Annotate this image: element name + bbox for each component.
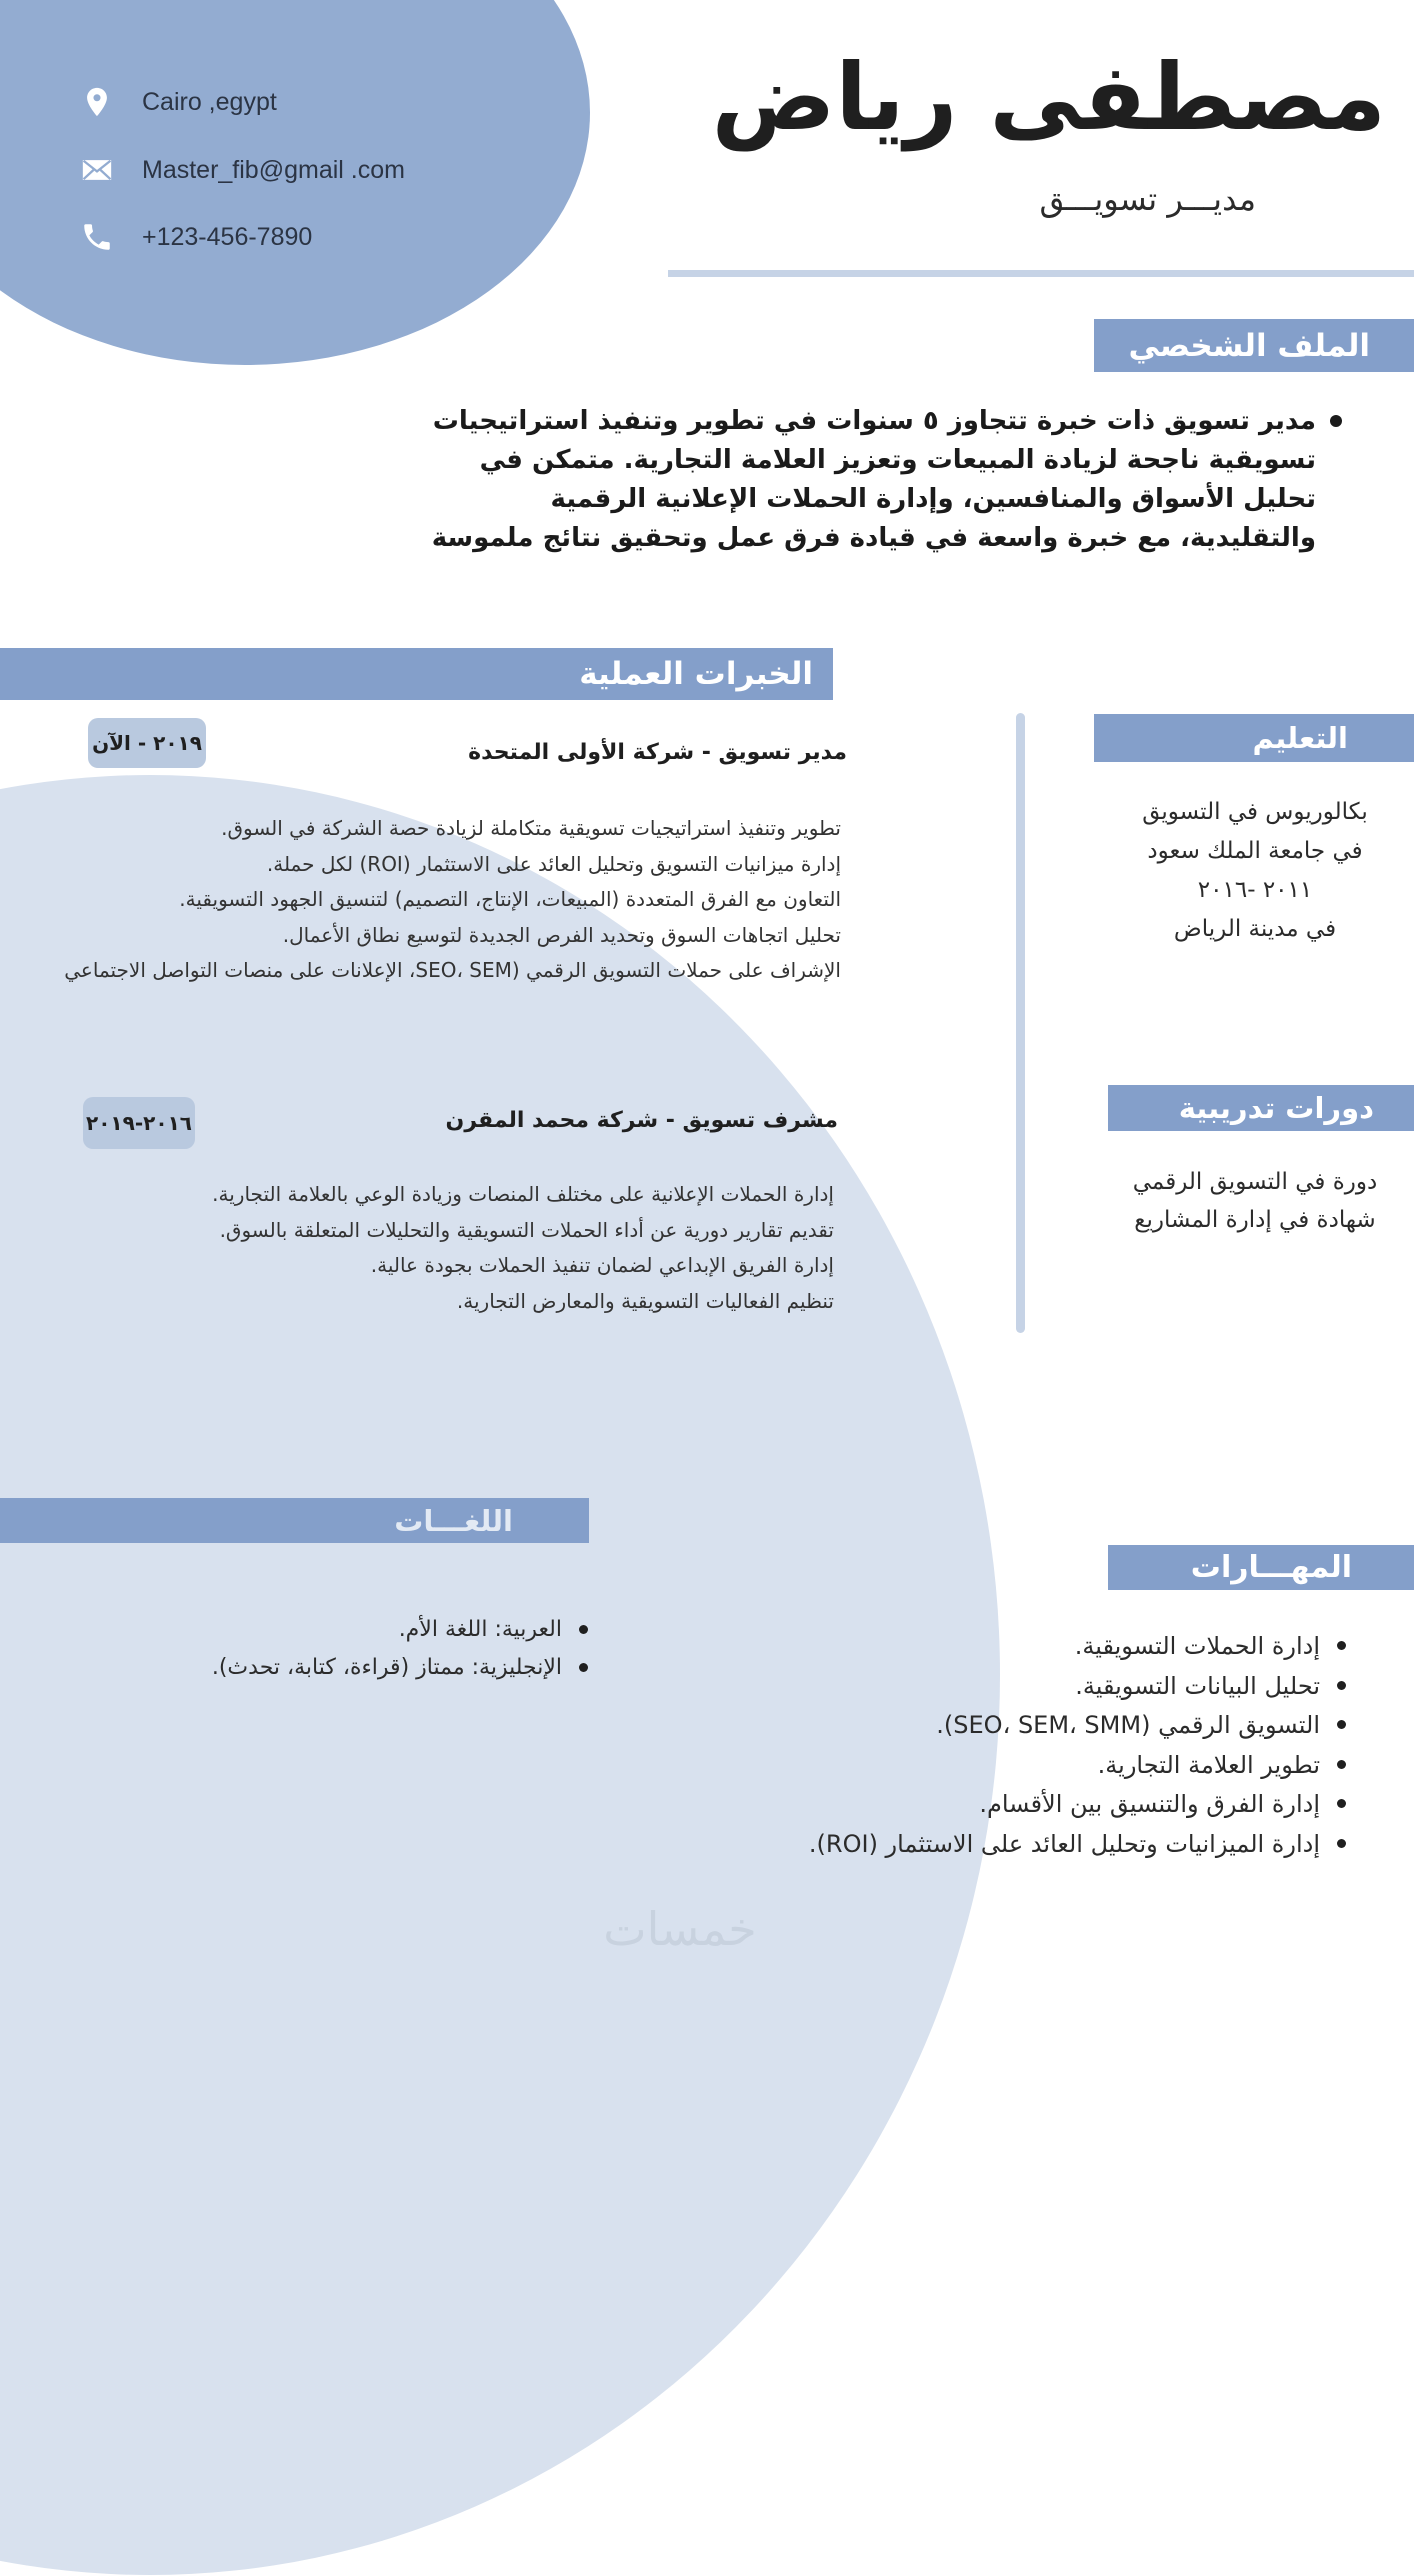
course-line: شهادة في إدارة المشاريع: [1134, 1207, 1376, 1233]
profile-summary: [416, 402, 1316, 558]
location-pin-icon: [80, 85, 114, 119]
experience-heading: الخبرات العملية: [0, 648, 833, 700]
duty-item: تطوير وتنفيذ استراتيجيات تسويقية متكاملة لزيادة حصة الشركة في السوق.: [221, 816, 841, 840]
education-details: [1120, 793, 1390, 949]
watermark-logo: خمسات: [603, 1902, 757, 1956]
courses-heading: دورات تدريبية: [1108, 1085, 1414, 1131]
envelope-icon: [80, 153, 114, 187]
profile-bullet: [1330, 415, 1342, 427]
contact-phone: [80, 217, 520, 257]
skill-item: التسويق الرقمي (SEO، SEM، SMM).: [646, 1706, 1346, 1746]
email-text: Master_fib@gmail .com: [142, 155, 405, 184]
language-item: الإنجليزية: ممتاز (قراءة، كتابة، تحدث).: [28, 1649, 588, 1687]
job-title-2: مشرف تسويق - شركة محمد المقرن: [445, 1108, 838, 1133]
duty-item: تنظيم الفعاليات التسويقية والمعارض التجارية.: [456, 1288, 834, 1313]
column-divider: [1016, 713, 1025, 1333]
education-heading: التعليم: [1094, 714, 1414, 762]
duty-item: تقديم تقارير دورية عن أداء الحملات التسويقية والتحليلات المتعلقة بالسوق.: [219, 1217, 834, 1242]
skills-heading: المهـــارات: [1108, 1545, 1414, 1590]
education-line: بكالوريوس في التسويق: [1142, 799, 1368, 825]
education-line: في مدينة الرياض: [1173, 916, 1337, 942]
languages-list: [28, 1611, 588, 1687]
job-role: مديـــر تسويـــق: [1039, 180, 1256, 218]
skill-item: إدارة الحملات التسويقية.: [646, 1627, 1346, 1667]
languages-heading: اللغـــات: [0, 1498, 589, 1543]
skill-item: تحليل البيانات التسويقية.: [646, 1667, 1346, 1707]
profile-heading: الملف الشخصي: [1094, 319, 1414, 372]
duty-item: التعاون مع الفرق المتعددة (المبيعات، الإنتاج، التصميم) لتنسيق الجهود التسويقية.: [179, 887, 841, 911]
duty-item: إدارة ميزانيات التسويق وتحليل العائد على الاستثمار (ROI) لكل حملة.: [266, 851, 841, 876]
job-title-1: مدير تسويق - شركة الأولى المتحدة: [468, 740, 847, 765]
duty-item: الإشراف على حملات التسويق الرقمي (SEO، SEM، الإعلانات على منصات التواصل الاجتماعي: [64, 958, 841, 982]
skills-list: [646, 1627, 1346, 1864]
job-duties-2: [212, 1177, 834, 1319]
duty-item: تحليل اتجاهات السوق وتحديد الفرص الجديدة لتوسيع نطاق الأعمال.: [282, 922, 841, 947]
duty-item: إدارة الحملات الإعلانية على مختلف المنصات وزيادة الوعي بالعلامة التجارية.: [212, 1182, 834, 1206]
skill-item: تطوير العلامة التجارية.: [646, 1746, 1346, 1786]
language-item: العربية: اللغة الأم.: [28, 1611, 588, 1649]
phone-icon: [80, 220, 114, 254]
courses-list: [1110, 1163, 1400, 1239]
job-period-1: ٢٠١٩ - الآن: [88, 718, 206, 768]
contact-email: [80, 150, 520, 190]
profile-text: مدير تسويق ذات خبرة تتجاوز ٥ سنوات في تطوير وتنفيذ استراتيجيات تسويقية ناجحة لزيادة المبيعات وتعزيز العلامة التجارية. متمكن في تحليل الأسواق والمنافسين، وإدارة الحملات الإعلانية الرقمية والتقليدية، مع خبرة واسعة في قيادة فرق عمل وتحقيق نتائج ملموسة: [431, 406, 1316, 553]
location-text: Cairo ,egypt: [142, 87, 277, 116]
course-line: دورة في التسويق الرقمي: [1132, 1169, 1378, 1195]
full-name: مصطفى رياض: [711, 44, 1386, 151]
skill-item: إدارة الفرق والتنسيق بين الأقسام.: [646, 1785, 1346, 1825]
job-duties-1: [64, 811, 841, 989]
duty-item: إدارة الفريق الإبداعي لضمان تنفيذ الحملات بجودة عالية.: [370, 1253, 834, 1277]
contact-location: [80, 82, 520, 122]
skill-item: إدارة الميزانيات وتحليل العائد على الاستثمار (ROI).: [646, 1825, 1346, 1865]
job-period-2: ٢٠١٦-٢٠١٩: [83, 1097, 195, 1149]
education-line: ٢٠١١ -٢٠١٦: [1197, 877, 1313, 903]
education-line: في جامعة الملك سعود: [1147, 838, 1363, 864]
header-divider: [668, 270, 1414, 277]
phone-text: +123-456-7890: [142, 222, 313, 251]
